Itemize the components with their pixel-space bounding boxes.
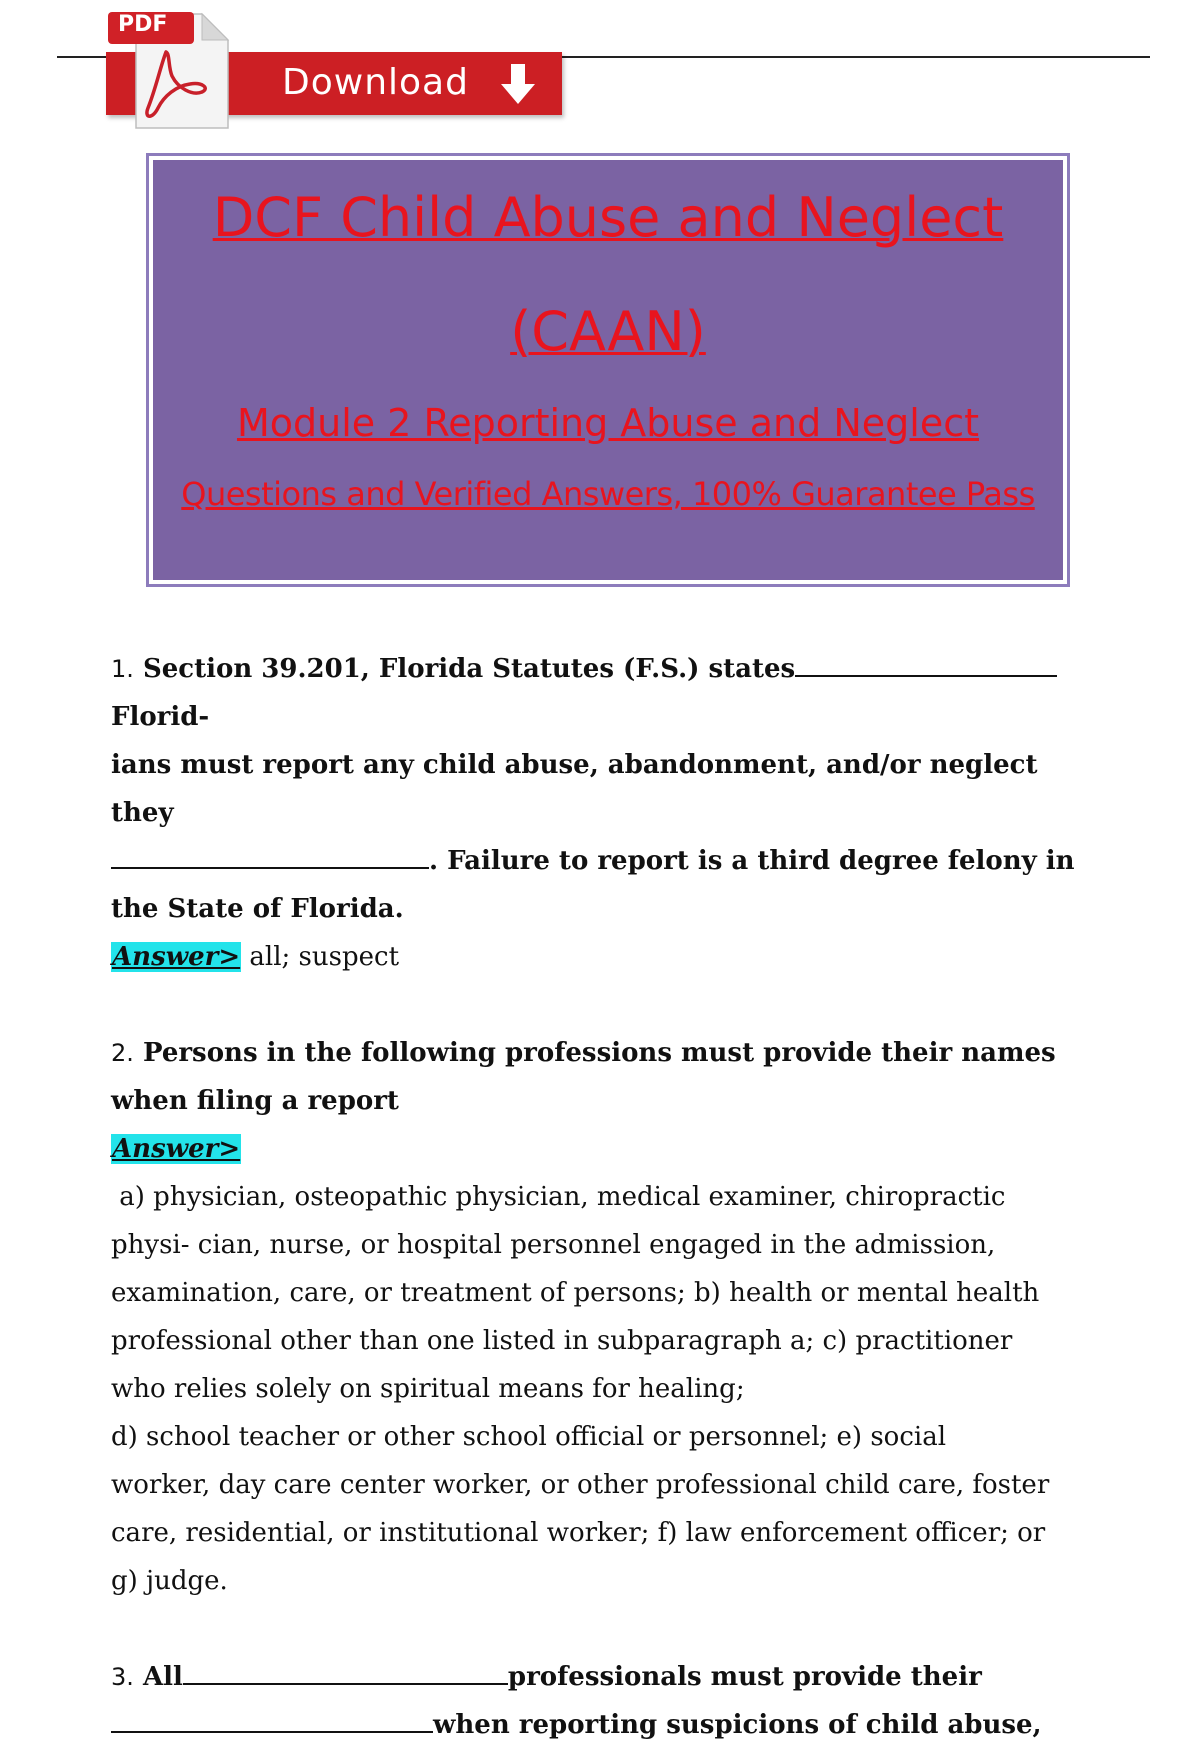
fill-blank	[183, 1661, 508, 1685]
question-text: Persons in the following professions must provide their names	[142, 1038, 1056, 1068]
download-arrow-icon	[498, 62, 538, 106]
answer-line: physi- cian, nurse, or hospital personnel engaged in the admission,	[111, 1230, 996, 1260]
answer-line: professional other than one listed in subparagraph a; c) practitioner	[111, 1326, 1013, 1356]
title-panel	[153, 160, 1063, 580]
question-number: 3.	[111, 1663, 134, 1691]
answer-line: examination, care, or treatment of persons; b) health or mental health	[111, 1278, 1040, 1308]
question-text: . Failure to report is a third degree felony in	[429, 846, 1075, 876]
answer-label: Answer>	[112, 942, 241, 972]
answer-text: all; suspect	[249, 942, 400, 972]
download-label: Download	[282, 62, 469, 103]
document-title-acronym: (CAAN)	[510, 300, 706, 363]
title-box	[146, 153, 1070, 587]
answer-line: a) physician, osteopathic physician, medical examiner, chiropractic	[111, 1182, 1006, 1212]
answer-label: Answer>	[112, 1134, 241, 1164]
question-1	[111, 645, 1101, 981]
question-list	[111, 645, 1101, 1749]
question-text: ians must report any child abuse, abandonment, and/or neglect they	[111, 750, 1038, 828]
question-text: professionals must provide their	[507, 1662, 982, 1692]
question-text: Section 39.201, Florida Statutes (F.S.) states	[142, 654, 796, 684]
answer-line: who relies solely on spiritual means for healing;	[111, 1374, 745, 1404]
question-text: All	[142, 1662, 183, 1692]
question-2	[111, 1029, 1101, 1605]
question-3	[111, 1653, 1101, 1749]
question-number: 2.	[111, 1039, 134, 1067]
answer-line: g) judge.	[111, 1566, 228, 1596]
answer-line: d) school teacher or other school official or personnel; e) social	[111, 1422, 947, 1452]
question-number: 1.	[111, 655, 134, 683]
fill-blank	[795, 653, 1057, 677]
question-text: when reporting suspicions of child abuse,	[433, 1710, 1042, 1740]
tagline: Questions and Verified Answers, 100% Guarantee Pass	[181, 475, 1035, 513]
question-text: the State of Florida.	[111, 894, 404, 924]
question-text: Florid-	[111, 702, 210, 732]
document-title: DCF Child Abuse and Neglect	[212, 186, 1004, 249]
fill-blank	[111, 845, 429, 869]
answer-line: worker, day care center worker, or other professional child care, foster	[111, 1470, 1050, 1500]
fill-blank	[111, 1709, 433, 1733]
question-text: when filing a report	[111, 1086, 399, 1116]
pdf-label: PDF	[118, 12, 168, 37]
answer-line: care, residential, or institutional worker; f) law enforcement officer; or	[111, 1518, 1046, 1548]
module-subtitle: Module 2 Reporting Abuse and Neglect	[236, 401, 979, 445]
